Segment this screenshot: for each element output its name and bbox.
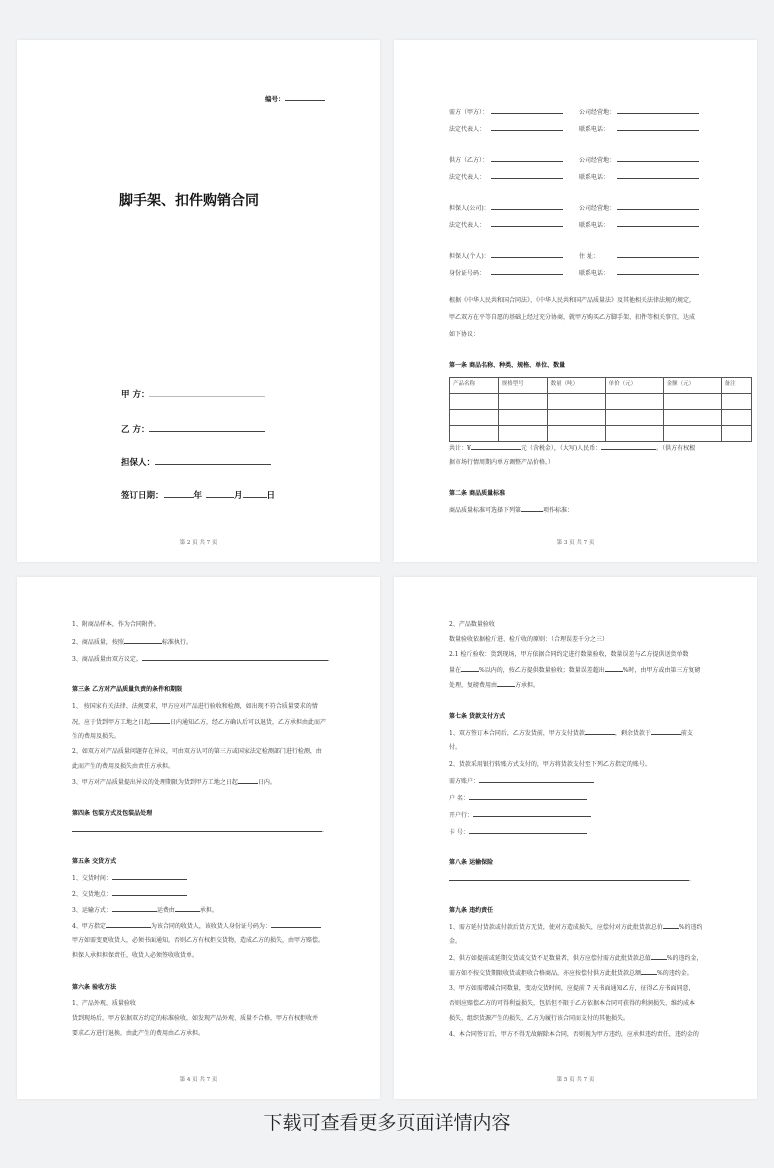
insurance-blank	[449, 875, 689, 881]
party-field-label-right: 公司经营地：	[579, 109, 616, 116]
party-field-label-right: 公司经营地：	[579, 157, 616, 164]
account-bank-label: 开户行：	[449, 812, 474, 819]
page-number: 第 5 页 共 7 页	[556, 1077, 595, 1083]
inspection-line-2: 货到现场后，甲方依据双方约定的标准验收，如发现产品外观、质量不合格，甲方有权拒收并	[72, 1015, 319, 1022]
table-header-cell: 金额（元）	[663, 378, 721, 394]
transport-label: 3、运输方式：	[72, 907, 112, 914]
party-a-label	[121, 388, 265, 400]
payment-text-3: 前支	[680, 730, 693, 737]
transport-method	[72, 906, 218, 914]
consignee-line	[72, 922, 321, 930]
month-text: 月	[234, 491, 243, 501]
article-3-line-3: 生的费用及损失。	[72, 733, 121, 740]
article-4-heading: 第四条 包装方式及包装品处理	[72, 810, 153, 817]
breach-line-4	[449, 969, 693, 977]
table-header-cell: 备注	[721, 378, 751, 394]
party-field-blank-right	[617, 108, 699, 114]
article-3-line-6	[72, 778, 276, 786]
payment-text-2: ，剩余货款于	[614, 730, 651, 737]
freight-label: 运费由	[156, 907, 175, 914]
party-field-label: 供方（乙方）：	[449, 157, 489, 164]
article-1-heading: 第一条 商品名称、种类、规格、单位、数量	[449, 362, 566, 369]
contract-page-4	[17, 577, 380, 1099]
sign-date-text: 签订日期：	[121, 491, 164, 501]
party-field-label: 法定代表人：	[449, 174, 486, 181]
table-header-row	[450, 378, 752, 394]
breach-text-3b: %的违约金，	[666, 955, 703, 962]
table-header-cell: 数量（吨）	[547, 378, 605, 394]
contract-number-label: 编号：	[265, 95, 285, 103]
account-name-blank	[469, 794, 587, 800]
month-blank	[206, 490, 234, 498]
article-3-text-3: 3、甲方对产品质量提出异议的处理期限为货到甲方工地之日起	[72, 779, 238, 786]
payment-line-1	[449, 729, 693, 737]
delivery-time-label: 1、交货时间：	[72, 875, 112, 882]
party-field-label: 身份证号码：	[449, 270, 486, 277]
breach-line-5: 3、甲方如需增减合同数量，变动交货时间，应提前 7 天书面通知乙方，征得乙方书面同意，	[449, 985, 695, 992]
clause-3: 3、商品质量由双方议定。 .	[72, 656, 330, 663]
party-field-blank	[491, 252, 563, 258]
article-3-heading: 第三条 乙方对产品质量负责的条件和期限	[72, 686, 183, 693]
party-field-label-right: 联系电话：	[579, 126, 610, 133]
party-field-blank	[491, 173, 563, 179]
total-label-2: 元（含税金），（大写)人民币：	[520, 445, 602, 452]
account-name	[449, 794, 587, 802]
payment-date-blank	[651, 729, 681, 735]
account-bank-blank	[473, 811, 591, 817]
article-3-text-2: 日内通知乙方，经乙方确认后可以退货，乙方承担由此而产	[170, 719, 327, 726]
party-field-label-right: 住 址：	[579, 253, 599, 260]
party-b-text: 乙 方：	[121, 425, 150, 435]
breach-text-4: 需方如不按交货期限收货或拒收合格商品，亦应按偿付供方此批货款总额	[449, 970, 642, 977]
total-line	[449, 444, 695, 452]
day-blank	[243, 490, 267, 498]
party-field-blank-right	[617, 204, 699, 210]
party-field-label-right: 公司经营地：	[579, 205, 616, 212]
quantity-heading: 2、产品数量验收	[449, 621, 495, 628]
account-bank	[449, 811, 591, 819]
party-field-blank	[491, 125, 563, 131]
quantity-text: 量在	[449, 667, 462, 674]
delivery-place	[72, 890, 187, 898]
consignee-change: 甲方如需变更收货人，必须书面通知，否则乙方有权拒交货物，造成乙方的损失，由甲方赔偿。	[72, 937, 325, 944]
payment-line-3: 2、货款采用银行转账方式支付的，甲方将货款支付至下列乙方指定的账号。	[449, 761, 651, 768]
party-b-label	[121, 423, 265, 435]
party-info-row	[449, 269, 699, 277]
party-field-blank-right	[617, 252, 699, 258]
guarantor-text: 担保人：	[121, 458, 156, 468]
table-header-cell: 产品名称	[450, 378, 499, 394]
breach-line-3	[449, 954, 703, 962]
party-field-blank-right	[617, 269, 699, 275]
party-a-text: 甲 方：	[121, 390, 150, 400]
quality-blank	[521, 506, 543, 512]
id-number-blank	[271, 922, 321, 928]
clause-1: 1、附商品样本，作为合同附件。	[72, 621, 160, 628]
breach-text-4b: %的违约金。	[657, 970, 693, 977]
intro-line-3: 如下协议：	[449, 331, 480, 338]
consignee-label: 4、甲方指定	[72, 923, 106, 930]
download-caption[interactable]: 下载可查看更多页面详情内容	[263, 1112, 511, 1134]
account-buyer	[449, 777, 594, 785]
quality-label-2: 项作标准：	[543, 507, 574, 514]
party-b-blank	[149, 424, 265, 432]
party-field-label: 担保人(公司)：	[449, 205, 490, 212]
freight-label-2: 承担。	[199, 907, 218, 914]
clause-2-text-end: 标准执行。	[161, 639, 192, 646]
reweigh-text-2: 方承担。	[515, 682, 540, 689]
breach-blank-4	[641, 969, 657, 975]
total-uppercase-blank	[601, 444, 656, 450]
party-field-blank-right	[617, 173, 699, 179]
account-card-blank	[469, 828, 587, 834]
inspection-line-1: 1、产品外观、质量验收	[72, 1000, 136, 1007]
consignee-label-2: 为该合同的收货人，该收货人身份证号码为：	[150, 923, 271, 930]
payment-blank	[585, 729, 615, 735]
days-blank	[150, 718, 170, 724]
clause-2-text: 2、商品质量，按照	[72, 639, 124, 646]
sign-date	[121, 489, 275, 501]
contract-page-3	[394, 40, 757, 562]
article-3-line-5: 此而产生的费用及损失由责任方承担。	[72, 763, 175, 770]
party-info-row	[449, 204, 699, 212]
article-2-heading: 第二条 商品质量标准	[449, 490, 506, 497]
party-info-row	[449, 156, 699, 164]
article-5-heading: 第五条 交货方式	[72, 858, 117, 865]
breach-line-1	[449, 923, 703, 931]
article-7-heading: 第七条 货款支付方式	[449, 713, 506, 720]
delivery-time-blank	[112, 874, 187, 880]
consignee-blank	[106, 922, 151, 928]
guarantor-label	[121, 456, 271, 468]
total-label: 共计：¥	[449, 445, 471, 452]
quantity-principle: 数量验收依据检斤进、检斤收的原则：（合理误差千分之三）	[449, 636, 609, 643]
total-note: 据市场行情周期内单方调整产品价格。）	[449, 459, 555, 466]
quantity-text-2: %以内的，按乙方提供数量验收；数量误差超出	[479, 667, 605, 674]
account-name-label: 户 名：	[449, 795, 469, 802]
party-field-blank	[491, 221, 563, 227]
party-field-label: 法定代表人：	[449, 126, 486, 133]
article-9-heading: 第九条 违约责任	[449, 907, 494, 914]
inspection-line-3: 要求乙方进行退换，由此产生的费用由乙方承担。	[72, 1030, 205, 1037]
party-field-blank	[491, 156, 563, 162]
year-text: 年	[193, 491, 203, 501]
account-buyer-blank	[479, 777, 594, 783]
article-3-line-4: 2、如双方对产品质量问题存在异议，可由双方认可的第三方或国家法定检测部门进行检测，由	[72, 748, 322, 755]
party-info-row	[449, 108, 699, 116]
article-3-line-1: 1、 按国家有关法律、法规要求，甲方应对产品进行验收和检测，如出现不符合质量要求的情	[72, 703, 318, 710]
breach-line-6: 否则应赔偿乙方的可得利益损失，包括但不限于乙方依据本合同可获得的利润损失、维约成本	[449, 1000, 696, 1007]
delivery-place-blank	[112, 890, 187, 896]
clause-3-text: 3、商品质量由双方议定。	[72, 656, 142, 663]
payment-line-2: 付。	[449, 744, 462, 751]
party-field-label: 需方（甲方）：	[449, 109, 489, 116]
quantity-line-2	[449, 666, 700, 674]
year-blank	[164, 490, 194, 498]
quantity-text-3: %时，由甲方或由第三方复磅	[622, 667, 701, 674]
freight-blank	[175, 906, 200, 912]
article-3-text-4: 日内。	[257, 779, 276, 786]
table-header-cell: 规格型号	[498, 378, 547, 394]
quantity-line-3	[449, 681, 539, 689]
breach-blank-1	[663, 923, 679, 929]
quantity-line-1: 2.1 检斤验收：货到现场，甲方依据合同约定进行数量验收，数量误差与乙方提供送货单数	[449, 651, 689, 658]
reweigh-text: 处理，复磅费用由	[449, 682, 498, 689]
quality-label: 商品质量标准可选择下列第	[449, 507, 522, 514]
party-info-row	[449, 173, 699, 181]
party-field-blank	[491, 269, 563, 275]
party-field-blank	[491, 204, 563, 210]
packaging-blank	[72, 826, 322, 832]
table-row	[450, 426, 752, 442]
breach-line-7: 损失、组织货源产生的损失、乙方为履行该合同而支付的其他损失。	[449, 1015, 630, 1022]
total-label-3: 。（供方有权根	[656, 445, 696, 452]
cover-page	[17, 40, 380, 562]
breach-line-2: 金。	[449, 938, 462, 945]
party-field-blank-right	[617, 125, 699, 131]
standard-blank	[124, 638, 162, 644]
article-8-heading: 第八条 运输保险	[449, 859, 494, 866]
guarantor-note: 担保人承担担保责任，收货人必须签收收货单。	[72, 952, 199, 959]
party-field-blank	[491, 108, 563, 114]
clause-3-blank	[142, 655, 328, 661]
article-3-line-2	[72, 718, 326, 726]
transport-blank	[112, 906, 157, 912]
tolerance-blank	[461, 666, 479, 672]
page-number: 第 2 页 共 7 页	[179, 540, 218, 546]
contract-title: 脚手架、扣件购销合同	[119, 193, 259, 209]
intro-line-2: 甲乙双方在平等自愿的基础上经过充分协商，就甲方购买乙方脚手架、扣件等相关事宜，达成	[449, 314, 696, 321]
delivery-time	[72, 874, 187, 882]
breach-text-3: 2、供方如提前或延期交货或交货不足数量者，供方应偿付需方此批货款总值	[449, 955, 651, 962]
table-row	[450, 394, 752, 410]
breach-line-8: 4、本合同签订后，甲方不得无故解除本合同，否则视为甲方违约，应承担违约责任，违约金的	[449, 1031, 699, 1038]
party-field-label-right: 联系电话：	[579, 270, 610, 277]
payment-text: 1、双方签订本合同后，乙方发货前，甲方支付货款	[449, 730, 585, 737]
party-a-blank	[149, 389, 265, 397]
product-table	[449, 377, 752, 442]
party-field-label-right: 联系电话：	[579, 222, 610, 229]
breach-text-1: 1、需方延付货款或付款后货方无货，使对方造成损失，应偿付对方此批货款总价	[449, 924, 663, 931]
party-info-row	[449, 221, 699, 229]
clause-2	[72, 638, 192, 646]
delivery-place-label: 2、交货地点：	[72, 891, 112, 898]
article-3-text: 况，应于货到甲方工地之日起	[72, 719, 151, 726]
party-field-blank-right	[617, 156, 699, 162]
total-blank	[471, 444, 521, 450]
insurance-line: .	[449, 875, 691, 883]
page-number: 第 4 页 共 7 页	[179, 1077, 218, 1083]
contract-number	[265, 94, 325, 103]
party-info-row	[449, 252, 699, 260]
reweigh-blank	[497, 681, 515, 687]
table-row	[450, 410, 752, 426]
guarantor-blank	[155, 457, 271, 465]
intro-line-1: 根据《中华人民共和国合同法》、《中华人民共和国产品质量法》及其他相关法律法规的规定，	[449, 297, 696, 304]
breach-blank-3	[651, 954, 667, 960]
contract-number-blank	[285, 95, 325, 101]
account-card	[449, 828, 587, 836]
breach-text-1b: %的违约	[678, 924, 703, 931]
table-header-cell: 单价（元）	[605, 378, 663, 394]
party-field-label: 担保人(个人)：	[449, 253, 490, 260]
day-text: 日	[266, 491, 276, 501]
party-info-row	[449, 125, 699, 133]
article-6-heading: 第六条 验收方法	[72, 984, 117, 991]
account-buyer-label: 需方账户：	[449, 778, 480, 785]
party-field-label: 法定代表人：	[449, 222, 486, 229]
objection-days-blank	[238, 778, 258, 784]
contract-page-5	[394, 577, 757, 1099]
tolerance-blank-2	[605, 666, 623, 672]
quality-line	[449, 506, 573, 514]
page-number: 第 3 页 共 7 页	[556, 540, 595, 546]
party-field-label-right: 联系电话：	[579, 174, 610, 181]
packaging-line: .	[72, 826, 324, 834]
account-card-label: 卡 号：	[449, 829, 469, 836]
party-field-blank-right	[617, 221, 699, 227]
